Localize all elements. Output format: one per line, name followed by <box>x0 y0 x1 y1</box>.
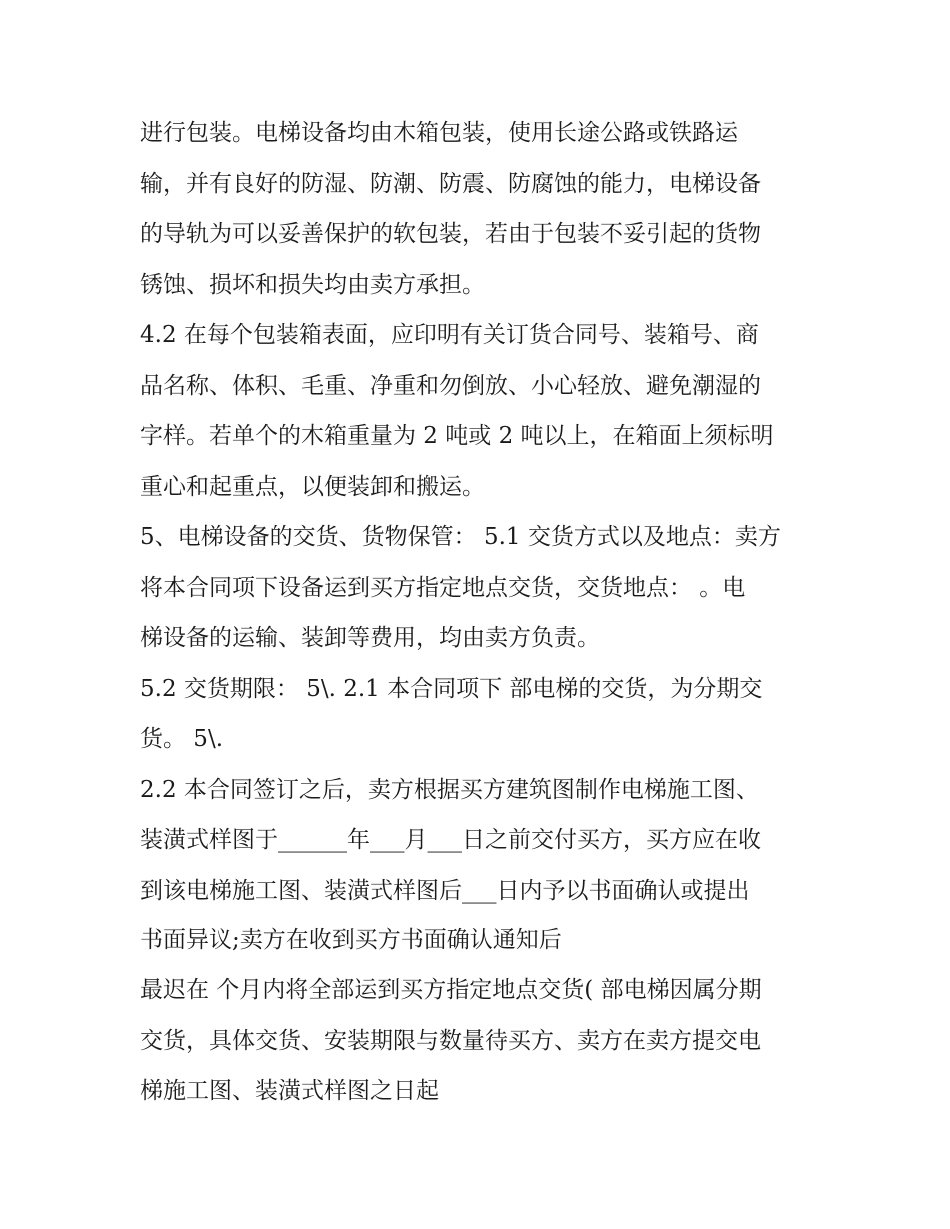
text-line: 5.2 交货期限： 5\. 2.1 本合同项下 部电梯的交货，为分期交 <box>140 675 763 702</box>
document-body <box>140 108 830 1117</box>
text-line: 2.2 本合同签订之后，卖方根据买方建筑图制作电梯施工图、 <box>140 776 759 803</box>
text-line: 装潢式样图于______年___月___日之前交付买方，买方应在收 <box>140 827 761 853</box>
text-line: 书面异议;卖方在收到买方书面确认通知后 <box>140 927 562 953</box>
text-line: 品名称、体积、毛重、净重和勿倒放、小心轻放、避免潮湿的 <box>140 372 761 399</box>
text-line: 4.2 在每个包装箱表面，应印明有关订货合同号、装箱号、商 <box>140 322 759 348</box>
text-line: 货。 5\. <box>140 726 224 752</box>
text-line: 进行包装。电梯设备均由木箱包装，使用长途公路或铁路运 <box>140 120 738 146</box>
text-line: 梯设备的运输、装卸等费用，均由卖方负责。 <box>140 625 600 651</box>
text-line: 5、电梯设备的交货、货物保管： 5.1 交货方式以及地点：卖方 <box>140 524 781 550</box>
text-line: 输，并有良好的防湿、防潮、防震、防腐蚀的能力，电梯设备 <box>140 170 761 197</box>
text-line: 交货，具体交货、安装期限与数量待买方、卖方在卖方提交电 <box>140 1027 761 1054</box>
text-line: 将本合同项下设备运到买方指定地点交货，交货地点： 。电 <box>140 574 746 601</box>
text-line: 到该电梯施工图、装潢式样图后___日内予以书面确认或提出 <box>140 877 750 904</box>
text-line: 的导轨为可以妥善保护的软包装，若由于包装不妥引起的货物 <box>140 221 761 247</box>
text-line: 字样。若单个的木箱重量为 2 吨或 2 吨以上，在箱面上须标明 <box>140 423 774 449</box>
text-line: 锈蚀、损坏和损失均由卖方承担。 <box>140 271 485 298</box>
text-line: 重心和起重点，以便装卸和搬运。 <box>140 473 485 500</box>
text-line: 最迟在 个月内将全部运到买方指定地点交货( 部电梯因属分期 <box>140 977 762 1003</box>
text-line: 梯施工图、装潢式样图之日起 <box>140 1078 439 1104</box>
